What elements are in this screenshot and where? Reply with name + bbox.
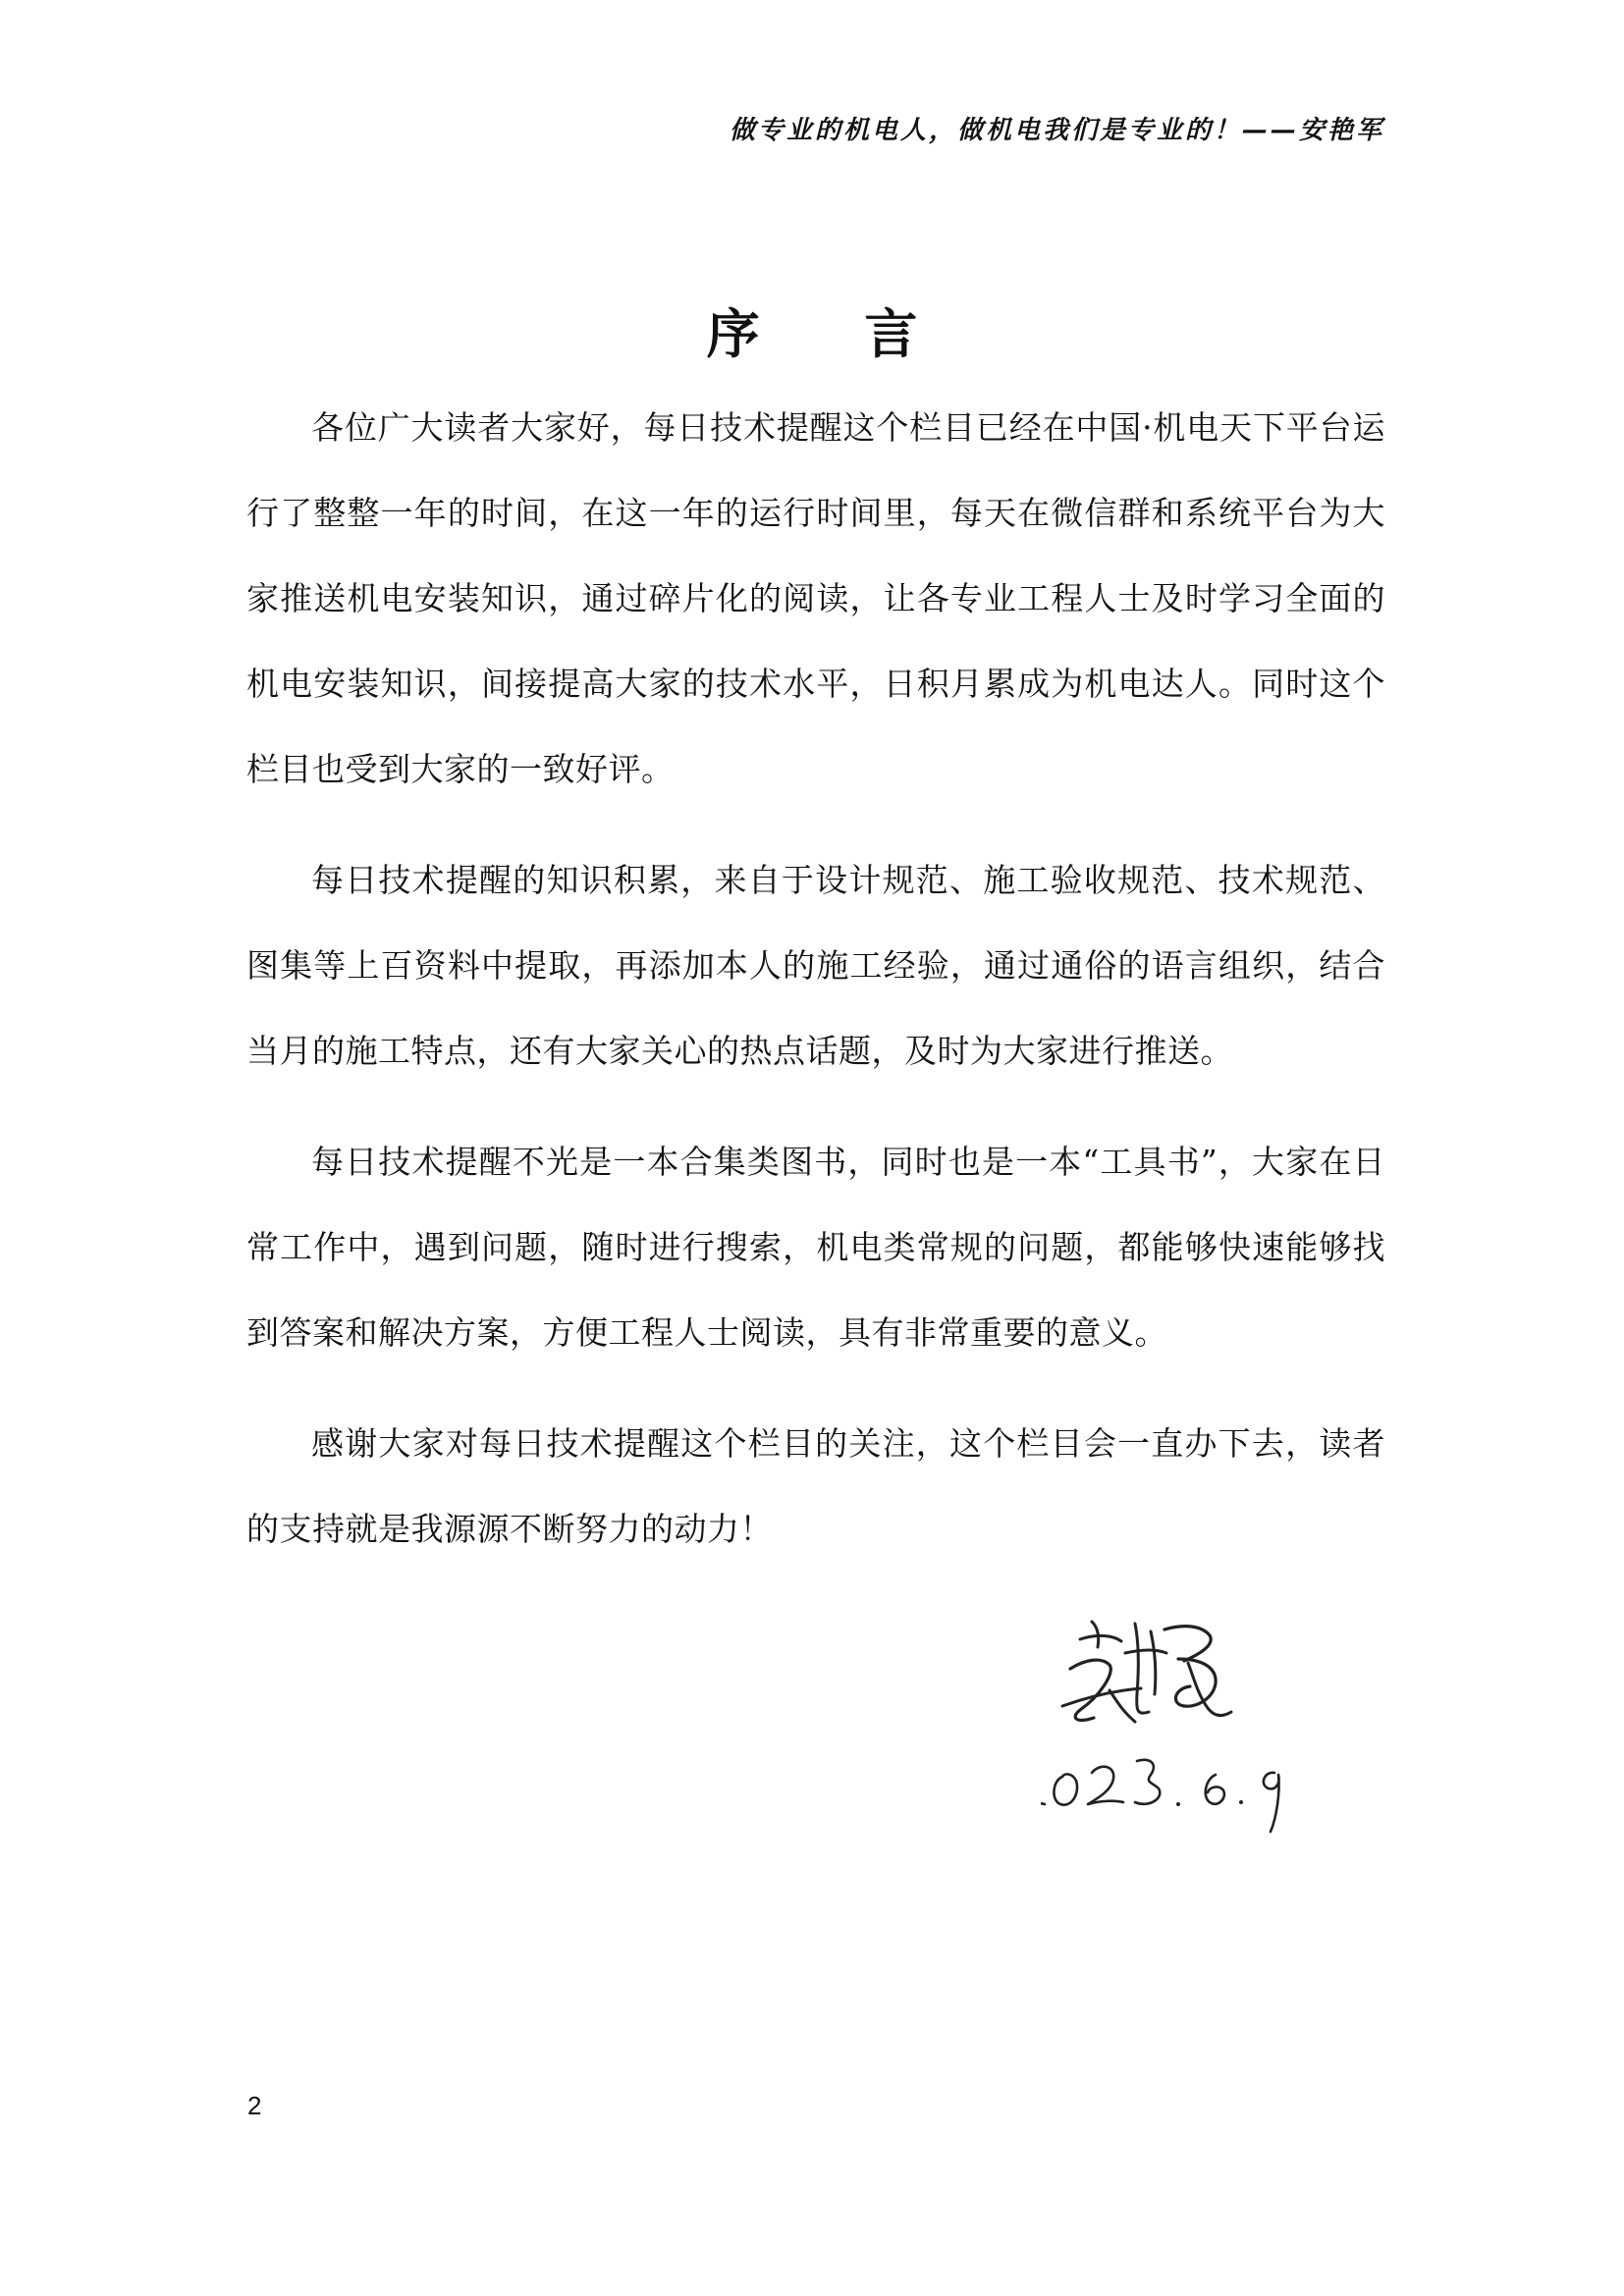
paragraph-2: 每日技术提醒的知识积累，来自于设计规范、施工验收规范、技术规范、图集等上百资料中提取，再添加本人的施工经验，通过通俗的语言组织，结合当月的施工特点，还有大家关心的热点话题，及时为大家进行推送。 — [246, 861, 1385, 1070]
body-text — [246, 385, 1385, 1597]
paragraph-1: 各位广大读者大家好，每日技术提醒这个栏目已经在中国·机电天下平台运行了整整一年的时间，在这一年的运行时间里，每天在微信群和系统平台为大家推送机电安装知识，通过碎片化的阅读，让各专业工程人士及时学习全面的机电安装知识，间接提高大家的技术水平，日积月累成为机电达人。同时这个栏目也受到大家的一致好评。 — [246, 408, 1385, 788]
paragraph-3: 每日技术提醒不光是一本合集类图书，同时也是一本“工具书”，大家在日常工作中，遇到问题，随时进行搜索，机电类常规的问题，都能够快速能够找到答案和解决方案，方便工程人士阅读，具有非常重要的意义。 — [246, 1143, 1385, 1352]
page-number: 2 — [247, 2091, 262, 2120]
paragraph-4: 感谢大家对每日技术提醒这个栏目的关注，这个栏目会一直办下去，读者的支持就是我源源不断努力的动力！ — [246, 1424, 1385, 1548]
signature-drawing — [1041, 1600, 1296, 1855]
handwritten-signature — [1041, 1600, 1296, 1855]
header-motto: 做专业的机电人，做机电我们是专业的！——安艳军 — [729, 116, 1384, 145]
page-title: 序 言 — [706, 302, 961, 365]
